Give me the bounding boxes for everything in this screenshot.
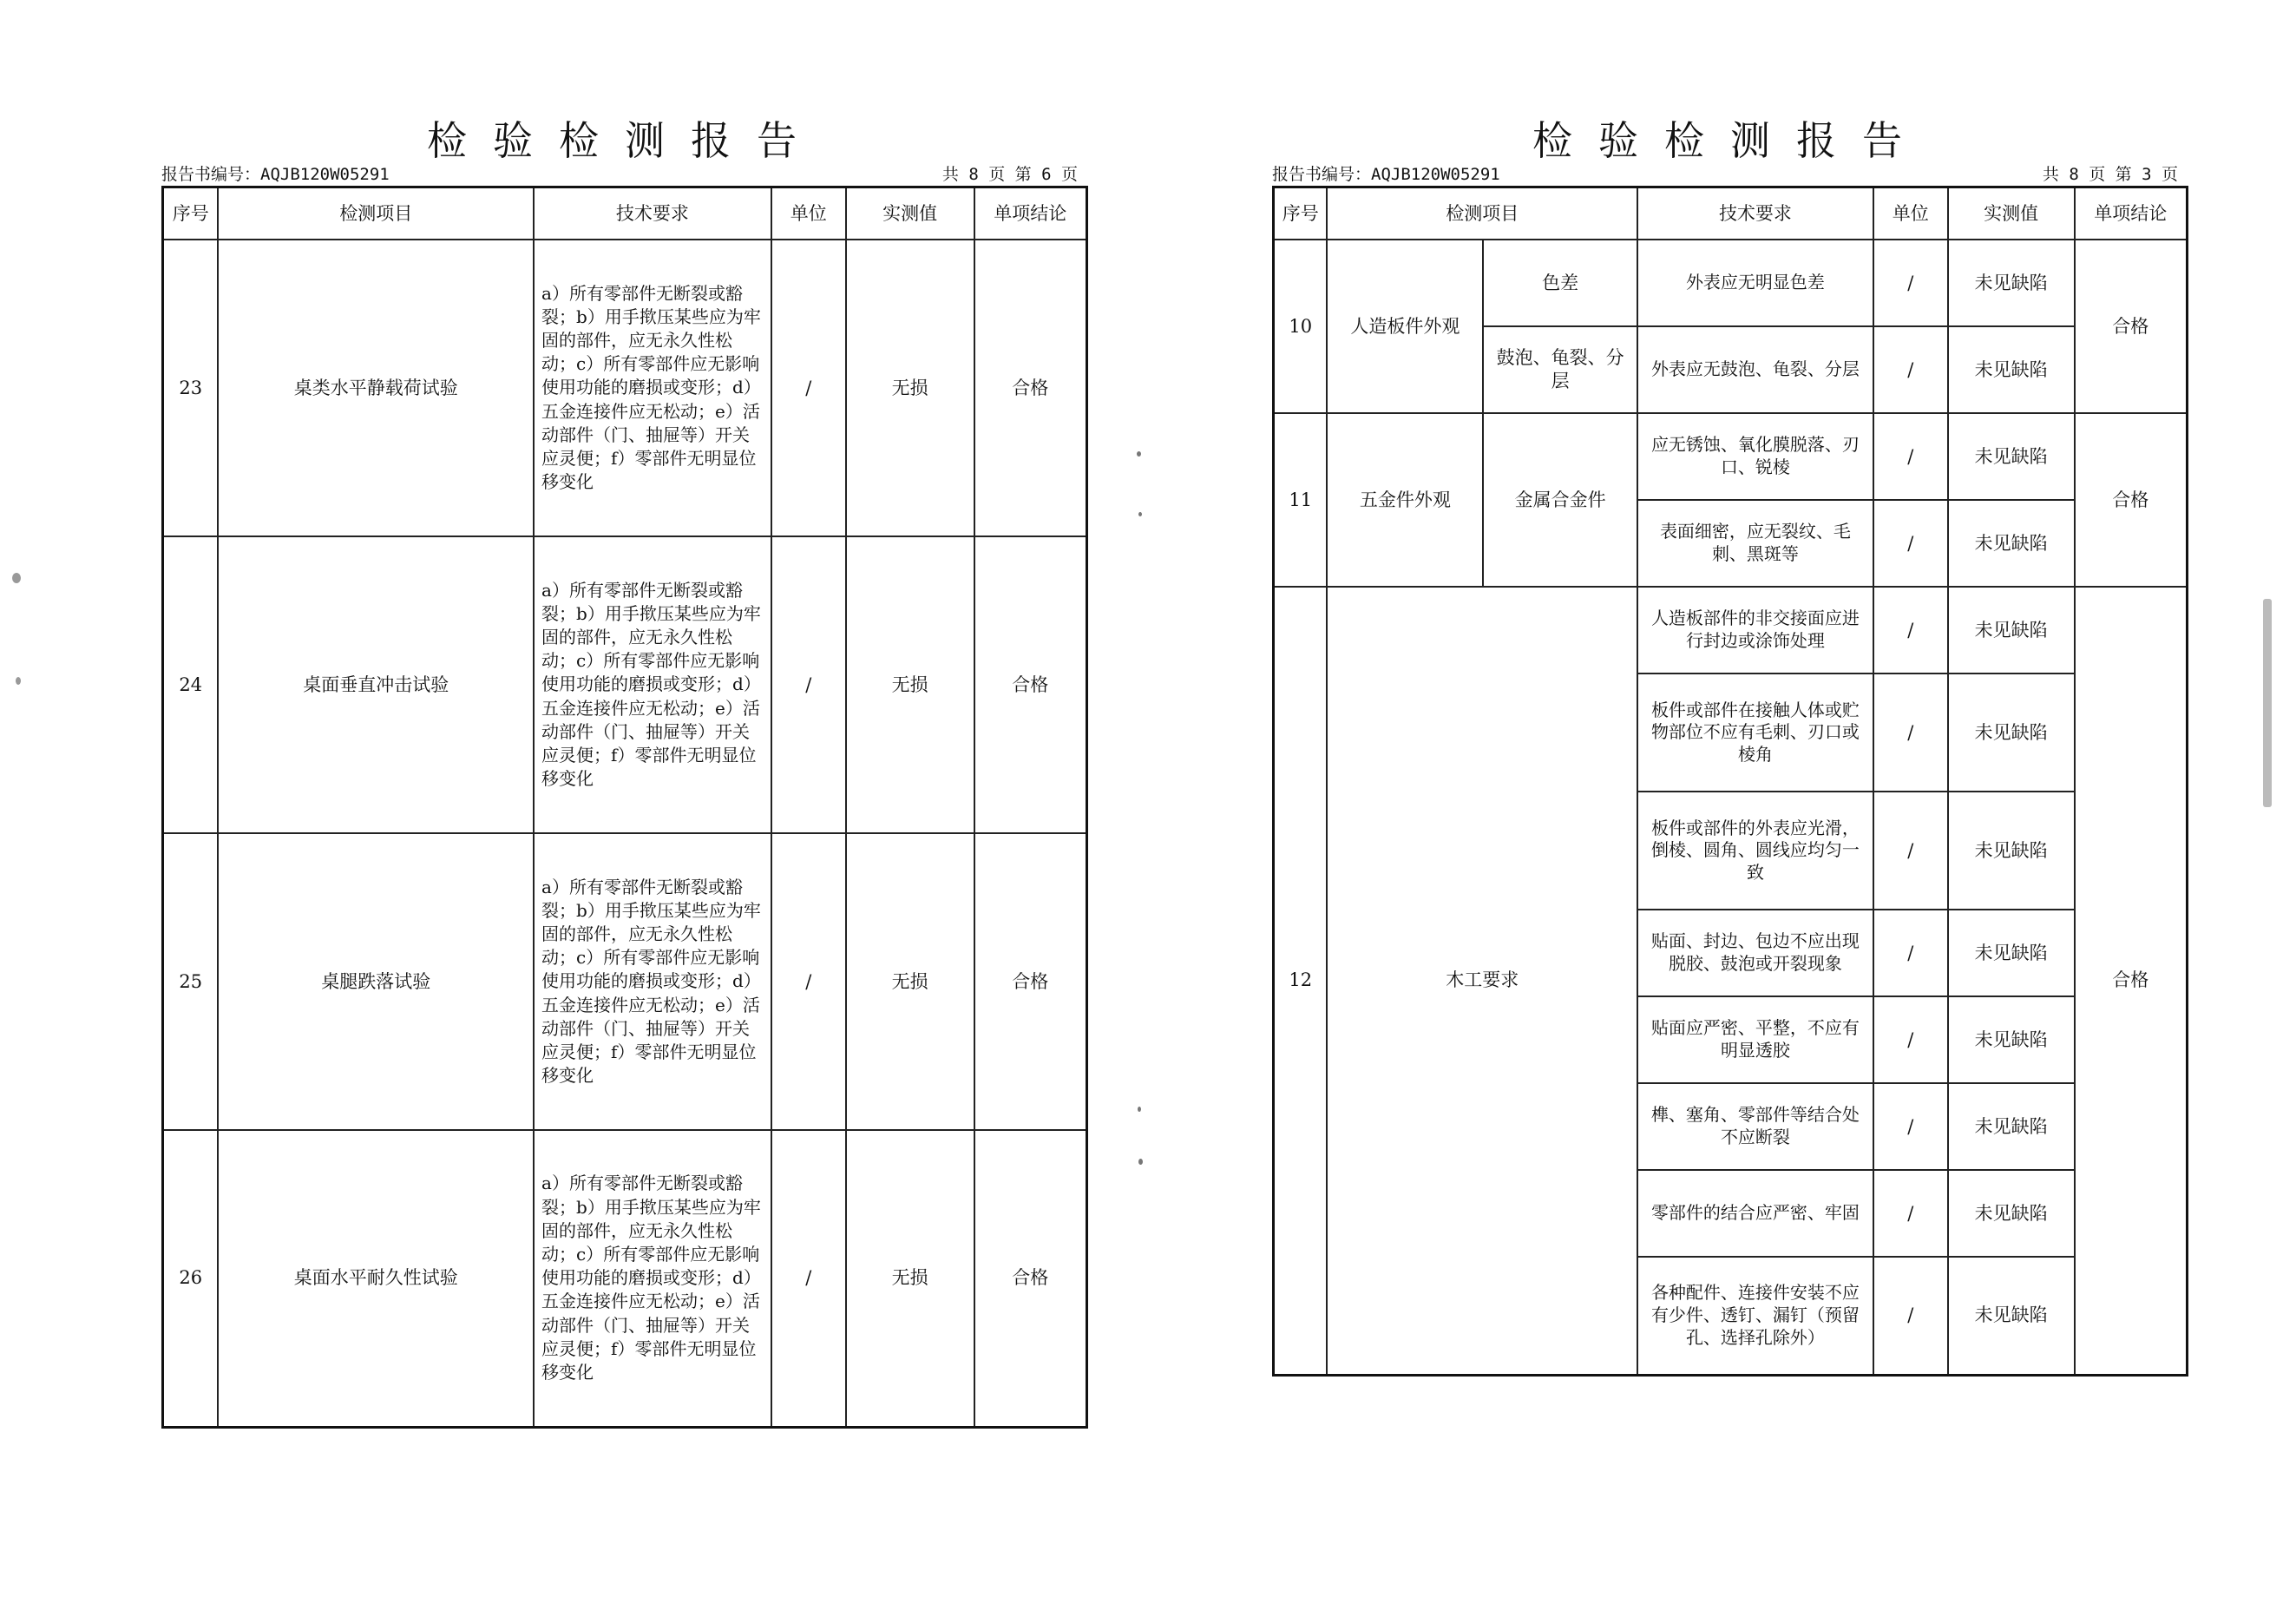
- report-number: 报告书编号：AQJB120W05291: [161, 165, 390, 184]
- row-unit: /: [1873, 996, 1948, 1083]
- table-row: [163, 1130, 1087, 1427]
- row-unit: /: [1873, 240, 1948, 326]
- row-req: a）所有零部件无断裂或豁裂；b）用手揿压某些应为牢固的部件，应无永久性松动；c）所有零部件应无影响使用功能的磨损或变形；d）五金连接件应无松动；e）活动部件（门、抽屉等）开关应灵便；f）零部件无明显位移变化: [534, 833, 771, 1130]
- row-no: 26: [163, 1130, 219, 1427]
- table-row: [163, 536, 1087, 833]
- row-unit: /: [1873, 674, 1948, 792]
- page-title: 检验检测报告: [1532, 117, 1928, 164]
- table-row: [163, 240, 1087, 536]
- table-row: [1274, 413, 2188, 500]
- row-value: 未见缺陷: [1948, 587, 2075, 674]
- row-value: 未见缺陷: [1948, 1170, 2075, 1257]
- report-meta: [161, 161, 1088, 187]
- row-no: 25: [163, 833, 219, 1130]
- row-value: 无损: [846, 1130, 974, 1427]
- row-req: 表面细密，应无裂纹、毛刺、黑斑等: [1637, 500, 1873, 587]
- report-table: [1272, 186, 2188, 1377]
- row-req: 贴面应严密、平整，不应有明显透胶: [1637, 996, 1873, 1083]
- scan-edge-mark: [2263, 599, 2272, 807]
- scan-speck: [1137, 451, 1141, 457]
- header-req: 技术要求: [1637, 187, 1873, 240]
- scan-speck: [12, 573, 21, 583]
- row-unit: /: [1873, 910, 1948, 996]
- scan-speck: [1138, 1107, 1141, 1112]
- row-value: 未见缺陷: [1948, 1083, 2075, 1170]
- row-req: a）所有零部件无断裂或豁裂；b）用手揿压某些应为牢固的部件，应无永久性松动；c）所有零部件应无影响使用功能的磨损或变形；d）五金连接件应无松动；e）活动部件（门、抽屉等）开关应灵便；f）零部件无明显位移变化: [534, 1130, 771, 1427]
- header-result: 单项结论: [2075, 187, 2188, 240]
- row-req: 外表应无明显色差: [1637, 240, 1873, 326]
- row-req: 人造板部件的非交接面应进行封边或涂饰处理: [1637, 587, 1873, 674]
- header-unit: 单位: [1873, 187, 1948, 240]
- row-result: 合格: [2075, 240, 2188, 413]
- row-unit: /: [1873, 413, 1948, 500]
- row-no: 10: [1274, 240, 1328, 413]
- row-result: 合格: [974, 833, 1087, 1130]
- table-row: [1274, 587, 2188, 674]
- header-item: 检测项目: [1327, 187, 1637, 240]
- row-unit: /: [1873, 1257, 1948, 1375]
- page-info: 共 8 页 第 6 页: [941, 165, 1078, 184]
- row-result: 合格: [974, 1130, 1087, 1427]
- row-value: 未见缺陷: [1948, 674, 2075, 792]
- row-value: 未见缺陷: [1948, 1257, 2075, 1375]
- row-unit: /: [771, 1130, 846, 1427]
- report-table: [161, 186, 1088, 1429]
- scan-speck: [16, 677, 21, 685]
- row-value: 未见缺陷: [1948, 326, 2075, 413]
- row-unit: /: [1873, 792, 1948, 910]
- table-header-row: [1274, 187, 2188, 240]
- row-value: 未见缺陷: [1948, 413, 2075, 500]
- page-title: 检验检测报告: [427, 117, 823, 164]
- header-value: 实测值: [846, 187, 974, 240]
- report-meta: [1272, 161, 2188, 187]
- row-req: a）所有零部件无断裂或豁裂；b）用手揿压某些应为牢固的部件，应无永久性松动；c）所有零部件应无影响使用功能的磨损或变形；d）五金连接件应无松动；e）活动部件（门、抽屉等）开关应灵便；f）零部件无明显位移变化: [534, 240, 771, 536]
- row-value: 未见缺陷: [1948, 910, 2075, 996]
- row-no: 12: [1274, 587, 1328, 1375]
- row-value: 未见缺陷: [1948, 240, 2075, 326]
- row-req: 外表应无鼓泡、龟裂、分层: [1637, 326, 1873, 413]
- row-unit: /: [771, 536, 846, 833]
- header-unit: 单位: [771, 187, 846, 240]
- row-item: 桌面垂直冲击试验: [218, 536, 534, 833]
- table-row: [1274, 240, 2188, 326]
- row-subitem: 金属合金件: [1483, 413, 1637, 587]
- row-no: 24: [163, 536, 219, 833]
- row-item: 桌面水平耐久性试验: [218, 1130, 534, 1427]
- row-item: 桌腿跌落试验: [218, 833, 534, 1130]
- row-req: 贴面、封边、包边不应出现脱胶、鼓泡或开裂现象: [1637, 910, 1873, 996]
- row-unit: /: [771, 240, 846, 536]
- row-value: 未见缺陷: [1948, 996, 2075, 1083]
- row-result: 合格: [974, 240, 1087, 536]
- header-no: 序号: [1274, 187, 1328, 240]
- row-no: 11: [1274, 413, 1328, 587]
- row-result: 合格: [974, 536, 1087, 833]
- row-item: 五金件外观: [1327, 413, 1483, 587]
- row-unit: /: [771, 833, 846, 1130]
- row-req: 应无锈蚀、氧化膜脱落、刃口、锐棱: [1637, 413, 1873, 500]
- header-item: 检测项目: [218, 187, 534, 240]
- row-item: 桌类水平静载荷试验: [218, 240, 534, 536]
- table-header-row: [163, 187, 1087, 240]
- row-subitem: 色差: [1483, 240, 1637, 326]
- scan-speck: [1138, 1159, 1143, 1165]
- header-result: 单项结论: [974, 187, 1087, 240]
- row-value: 未见缺陷: [1948, 500, 2075, 587]
- scan-speck: [1138, 512, 1142, 516]
- row-item: 木工要求: [1327, 587, 1637, 1375]
- row-unit: /: [1873, 1170, 1948, 1257]
- page-info: 共 8 页 第 3 页: [2042, 165, 2178, 184]
- row-req: 零部件的结合应严密、牢固: [1637, 1170, 1873, 1257]
- row-value: 无损: [846, 833, 974, 1130]
- row-value: 无损: [846, 240, 974, 536]
- row-req: 各种配件、连接件安装不应有少件、透钉、漏钉（预留孔、选择孔除外）: [1637, 1257, 1873, 1375]
- row-req: 榫、塞角、零部件等结合处不应断裂: [1637, 1083, 1873, 1170]
- header-req: 技术要求: [534, 187, 771, 240]
- row-value: 无损: [846, 536, 974, 833]
- row-req: a）所有零部件无断裂或豁裂；b）用手揿压某些应为牢固的部件，应无永久性松动；c）所有零部件应无影响使用功能的磨损或变形；d）五金连接件应无松动；e）活动部件（门、抽屉等）开关应灵便；f）零部件无明显位移变化: [534, 536, 771, 833]
- row-req: 板件或部件的外表应光滑，倒棱、圆角、圆线应均匀一致: [1637, 792, 1873, 910]
- row-unit: /: [1873, 1083, 1948, 1170]
- row-unit: /: [1873, 587, 1948, 674]
- header-no: 序号: [163, 187, 219, 240]
- row-unit: /: [1873, 500, 1948, 587]
- row-item: 人造板件外观: [1327, 240, 1483, 413]
- row-subitem: 鼓泡、龟裂、分层: [1483, 326, 1637, 413]
- row-result: 合格: [2075, 413, 2188, 587]
- row-req: 板件或部件在接触人体或贮物部位不应有毛刺、刃口或棱角: [1637, 674, 1873, 792]
- header-value: 实测值: [1948, 187, 2075, 240]
- report-number: 报告书编号：AQJB120W05291: [1272, 165, 1500, 184]
- row-value: 未见缺陷: [1948, 792, 2075, 910]
- table-row: [163, 833, 1087, 1130]
- row-unit: /: [1873, 326, 1948, 413]
- row-result: 合格: [2075, 587, 2188, 1375]
- row-no: 23: [163, 240, 219, 536]
